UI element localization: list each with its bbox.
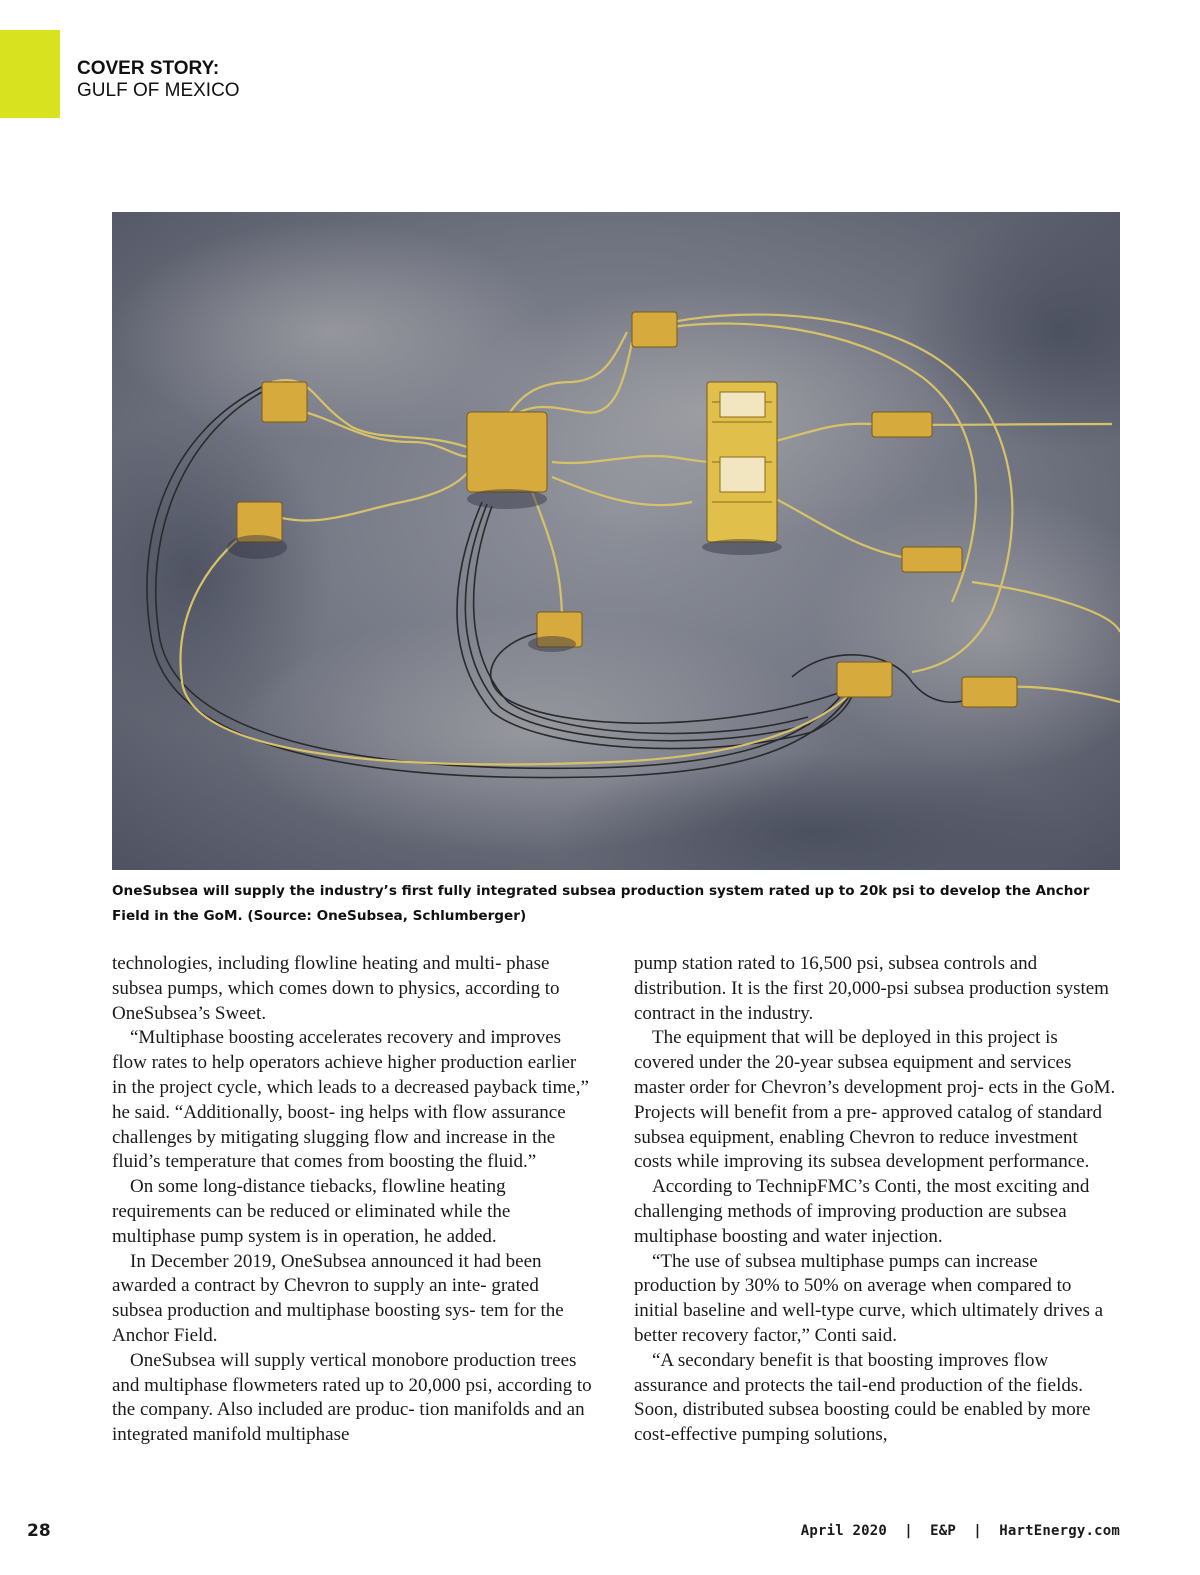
section-header <box>77 58 240 102</box>
paragraph: In December 2019, OneSubsea announced it had been awarded a contract by Chevron to supply an inte- grated subsea production and multiphase boosting sys- tem for the Anchor Field. <box>112 1250 564 1346</box>
section-topic: GULF OF MEXICO <box>77 80 240 101</box>
paragraph: “A secondary benefit is that boosting improves flow assurance and protects the tail-end production of the fields. Soon, distributed subsea boosting could be enabled by more cost-effective pumping solutions, <box>634 1349 1091 1446</box>
paragraph: On some long-distance tiebacks, flowline heating requirements can be reduced or eliminated while the multiphase pump system is in operation, he added. <box>112 1176 511 1247</box>
paragraph: “Multiphase boosting accelerates recovery and improves flow rates to help operators achieve higher production earlier in the project cycle, which leads to a decreased payback time,” he said. “Additionally, boost- ing helps with flow assurance challenges by mitigating slugging flow and increase in the fluid’s temperature that comes from boosting the fluid.” <box>112 1027 589 1173</box>
section-label: COVER STORY: <box>77 58 220 79</box>
figure-caption: OneSubsea will supply the industry’s first fully integrated subsea production system rated up to 20k psi to develop the Anchor Field in the GoM. (Source: OneSubsea, Schlumberger) <box>112 883 1090 924</box>
issue-footer: April 2020 | E&P | HartEnergy.com <box>800 1523 1120 1539</box>
paragraph: The equipment that will be deployed in this project is covered under the 20-year subsea equipment and services master order for Chevron’s development proj- ects in the GoM. Projects will benefit from a pre- approved catalog of standard subsea equipment, enabling Chevron to reduce investment costs while improving its subsea development performance. <box>634 1027 1116 1173</box>
article-column-left <box>112 952 594 1448</box>
paragraph: OneSubsea will supply vertical monobore production trees and multiphase flowmeters rated up to 20,000 psi, according to the company. Also included are produc- tion manifolds and an integrated manifold multiphase <box>112 1349 592 1446</box>
page-number: 28 <box>27 1521 51 1541</box>
article-column-right <box>634 952 1116 1448</box>
paragraph: technologies, including flowline heating and multi- phase subsea pumps, which comes down to physics, according to OneSubsea’s Sweet. <box>112 953 560 1024</box>
paragraph: pump station rated to 16,500 psi, subsea controls and distribution. It is the first 20,000-psi subsea production system contract in the industry. <box>634 953 1109 1024</box>
subsea-system-illustration <box>112 212 1120 870</box>
paragraph: “The use of subsea multiphase pumps can increase production by 30% to 50% on average when compared to initial baseline and well-type curve, which ultimately drives a better recovery factor,” Conti said. <box>634 1250 1104 1346</box>
section-color-tab <box>0 30 60 118</box>
paragraph: According to TechnipFMC’s Conti, the most exciting and challenging methods of improving production are subsea multiphase boosting and water injection. <box>634 1176 1090 1247</box>
